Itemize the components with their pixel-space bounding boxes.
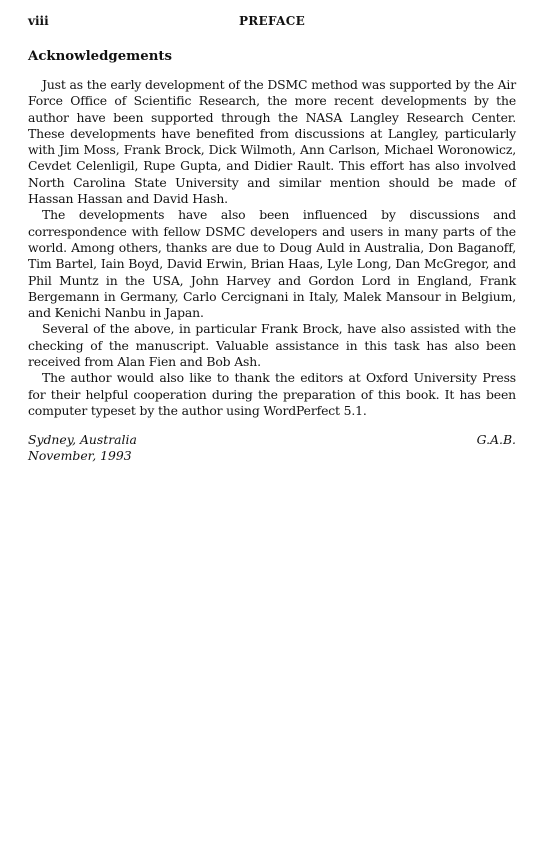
paragraph-2: The developments have also been influenced by discussions and correspondence with fellow DSMC developers and users in many parts of the world. Among others, thanks are due to Doug Auld in Australia, Don Baganoff, Tim Bartel, Iain Boyd, David Erwin, Brian Haas, Lyle Long, Dan McGregor, and Phil Muntz in the USA, John Harvey and Gordon Lord in England, Frank Bergemann in Germany, Carlo Cercignani in Italy, Malek Mansour in Belgium, and Kenichi Nanbu in Japan. bbox=[28, 207, 516, 321]
running-head bbox=[28, 12, 516, 30]
paragraph-3: Several of the above, in particular Frank Brock, have also assisted with the checking of the manuscript. Valuable assistance in this task has also been received from Alan Fien and Bob Ash. bbox=[28, 321, 516, 370]
page-number: viii bbox=[28, 14, 49, 28]
signature-initials: G.A.B. bbox=[476, 432, 516, 448]
signature-block bbox=[28, 432, 516, 466]
paragraph-1: Just as the early development of the DSMC method was supported by the Air Force Office of Scientific Research, the more recent developments by the author have been supported through the NASA Langley Research Center. These developments have benefited from discussions at Langley, particularly with Jim Moss, Frank Brock, Dick Wilmoth, Ann Carlson, Michael Woronowicz, Cevdet Celenligil, Rupe Gupta, and Didier Rault. This effort has also involved North Carolina State University and similar mention should be made of Hassan Hassan and David Hash. bbox=[28, 77, 516, 207]
paragraph-4: The author would also like to thank the editors at Oxford University Press for their helpful cooperation during the preparation of this book. It has been computer typeset by the author using WordPerfect 5.1. bbox=[28, 370, 516, 418]
section-heading: Acknowledgements bbox=[28, 49, 172, 64]
signature-place: Sydney, Australia bbox=[28, 432, 137, 448]
document-page bbox=[28, 12, 516, 466]
signature-date: November, 1993 bbox=[28, 448, 132, 464]
running-title: PREFACE bbox=[238, 14, 306, 28]
